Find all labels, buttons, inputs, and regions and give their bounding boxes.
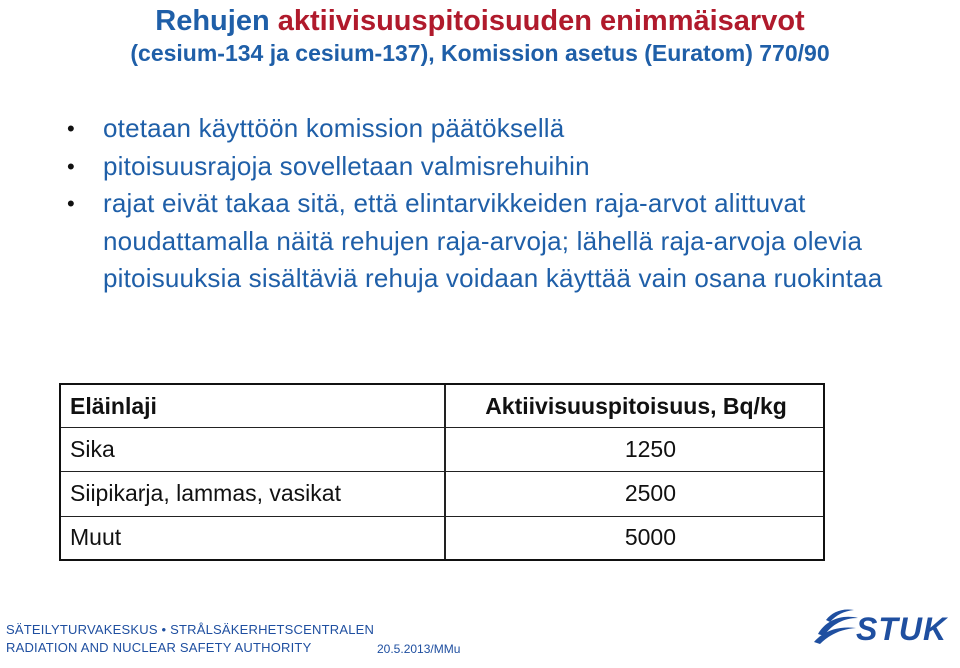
- header-species: Eläinlaji: [70, 392, 157, 419]
- title-prefix: Rehujen: [155, 5, 270, 37]
- bullet-text: pitoisuusrajoja sovelletaan valmisrehuihin: [103, 150, 590, 181]
- bullet-icon: •: [67, 116, 75, 141]
- species-cell: Muut: [70, 523, 122, 550]
- header-activity: Aktiivisuuspitoisuus, Bq/kg: [485, 392, 787, 419]
- table-row: [61, 427, 823, 472]
- bullet-text: rajat eivät takaa sitä, että elintarvikkeiden raja-arvot alittuvat noudattamalla näitä rehujen raja-arvoja; lähellä raja-arvoja olevia pitoisuuksia sisältäviä rehuja voidaan käyttää vain osana ruokintaa: [103, 188, 883, 293]
- bullet-item: [67, 110, 947, 148]
- footer-org-line: [6, 622, 374, 637]
- footer-date: 20.5.2013/MMu: [377, 642, 461, 656]
- bullet-list: [67, 110, 947, 298]
- logo-text: STUK: [856, 611, 948, 647]
- page-subtitle: (cesium-134 ja cesium-137), Komission asetus (Euratom) 770/90: [130, 40, 830, 66]
- activity-cell: 1250: [624, 435, 676, 462]
- footer-org-sv: STRÅLSÄKERHETSCENTRALEN: [170, 622, 375, 637]
- species-cell: Sika: [70, 435, 115, 462]
- footer-org-en: RADIATION AND NUCLEAR SAFETY AUTHORITY: [6, 640, 312, 655]
- table-header-row: [61, 385, 823, 428]
- activity-cell: 2500: [624, 480, 676, 506]
- page-title: [0, 4, 960, 38]
- bullet-icon: •: [67, 191, 75, 216]
- bullet-text: otetaan käyttöön komission päätöksellä: [103, 113, 565, 143]
- limits-table: [59, 383, 825, 561]
- bullet-icon: •: [67, 153, 75, 179]
- footer-org-fi: SÄTEILYTURVAKESKUS: [6, 622, 158, 637]
- table-row: [61, 471, 823, 517]
- stuk-logo-icon: [812, 604, 860, 652]
- bullet-item: [67, 185, 947, 298]
- bullet-item: [67, 148, 947, 186]
- title-highlight: aktiivisuuspitoisuuden enimmäisarvot: [277, 5, 805, 37]
- footer-separator: •: [161, 622, 167, 637]
- species-cell: Siipikarja, lammas, vasikat: [70, 480, 341, 506]
- activity-cell: 5000: [624, 523, 676, 550]
- table-row: [61, 516, 823, 558]
- stuk-logo: [812, 604, 952, 654]
